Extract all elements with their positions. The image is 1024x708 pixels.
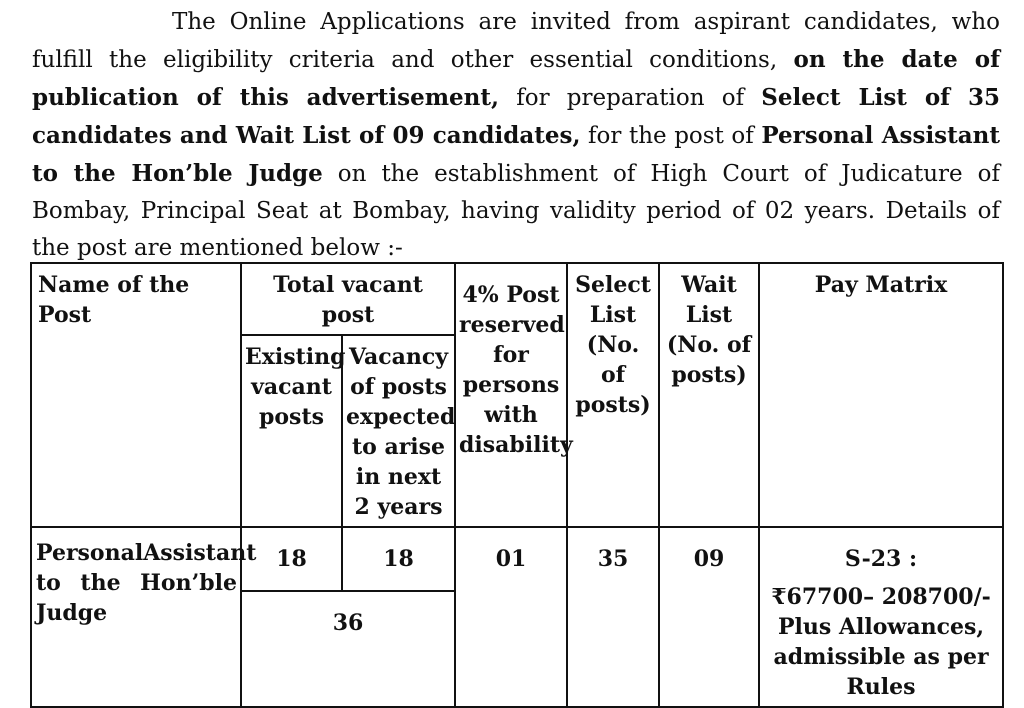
post-name-word: to [36,570,61,596]
intro-paragraph [32,4,1000,267]
post-name-word: Assistant [143,540,257,566]
intro-text-3: for the post of [580,123,762,149]
pay-level: S-23 : [844,546,918,572]
header-existing: Existing vacant posts [241,335,342,527]
pay-matrix-cell [759,527,1003,707]
post-name-line-3: Judge [36,600,108,626]
post-name-word: Hon’ble [140,570,237,596]
total-vacant-value: 36 [241,591,455,707]
intro-bold-1: on the date of publication of this advertisement, [32,46,1001,111]
wait-list-value: 09 [659,527,759,707]
header-reserved: 4% Post reserved for persons with disability [455,263,567,527]
post-name-cell [31,527,257,707]
header-total-vacant: Total vacant post [241,263,455,335]
header-name-of-post: Name of the Post [31,263,241,527]
post-name-word: the [80,570,121,596]
intro-text-1: The Online Applications are invited from aspirant candidates, who fulfill the eligibility criteria and other essential conditions, [32,9,1000,73]
intro-bold-2: Select List of 35 candidates and Wait List of 09 candidates, [32,84,1000,149]
intro-text-4: on the establishment of High Court of Judicature of Bombay, Principal Seat at Bombay, having validity period of 02 years. Details of the post are mentioned below :- [32,161,1001,261]
post-details-table [30,262,1004,708]
reserved-value: 01 [455,527,567,707]
existing-value: 18 [241,527,342,591]
post-name-line-1 [36,538,257,568]
intro-text-2: for preparation of [499,85,762,111]
intro-bold-3: Personal Assistant to the Hon’ble Judge [32,122,1000,187]
table-row [31,527,1003,591]
header-wait-list: Wait List (No. of posts) [659,263,759,527]
header-expected: Vacancy of posts expected to arise in next 2 years [342,335,455,527]
select-list-value: 35 [567,527,659,707]
expected-value: 18 [342,527,455,591]
header-select-list: Select List (No. of posts) [567,263,659,527]
header-pay-matrix: Pay Matrix [759,263,1003,527]
pay-detail: ₹67700– 208700/- Plus Allowances, admissible as per Rules [771,584,991,700]
header-row-1 [31,263,1003,335]
post-name-line-2 [36,568,237,598]
post-name-word: Personal [36,540,144,566]
